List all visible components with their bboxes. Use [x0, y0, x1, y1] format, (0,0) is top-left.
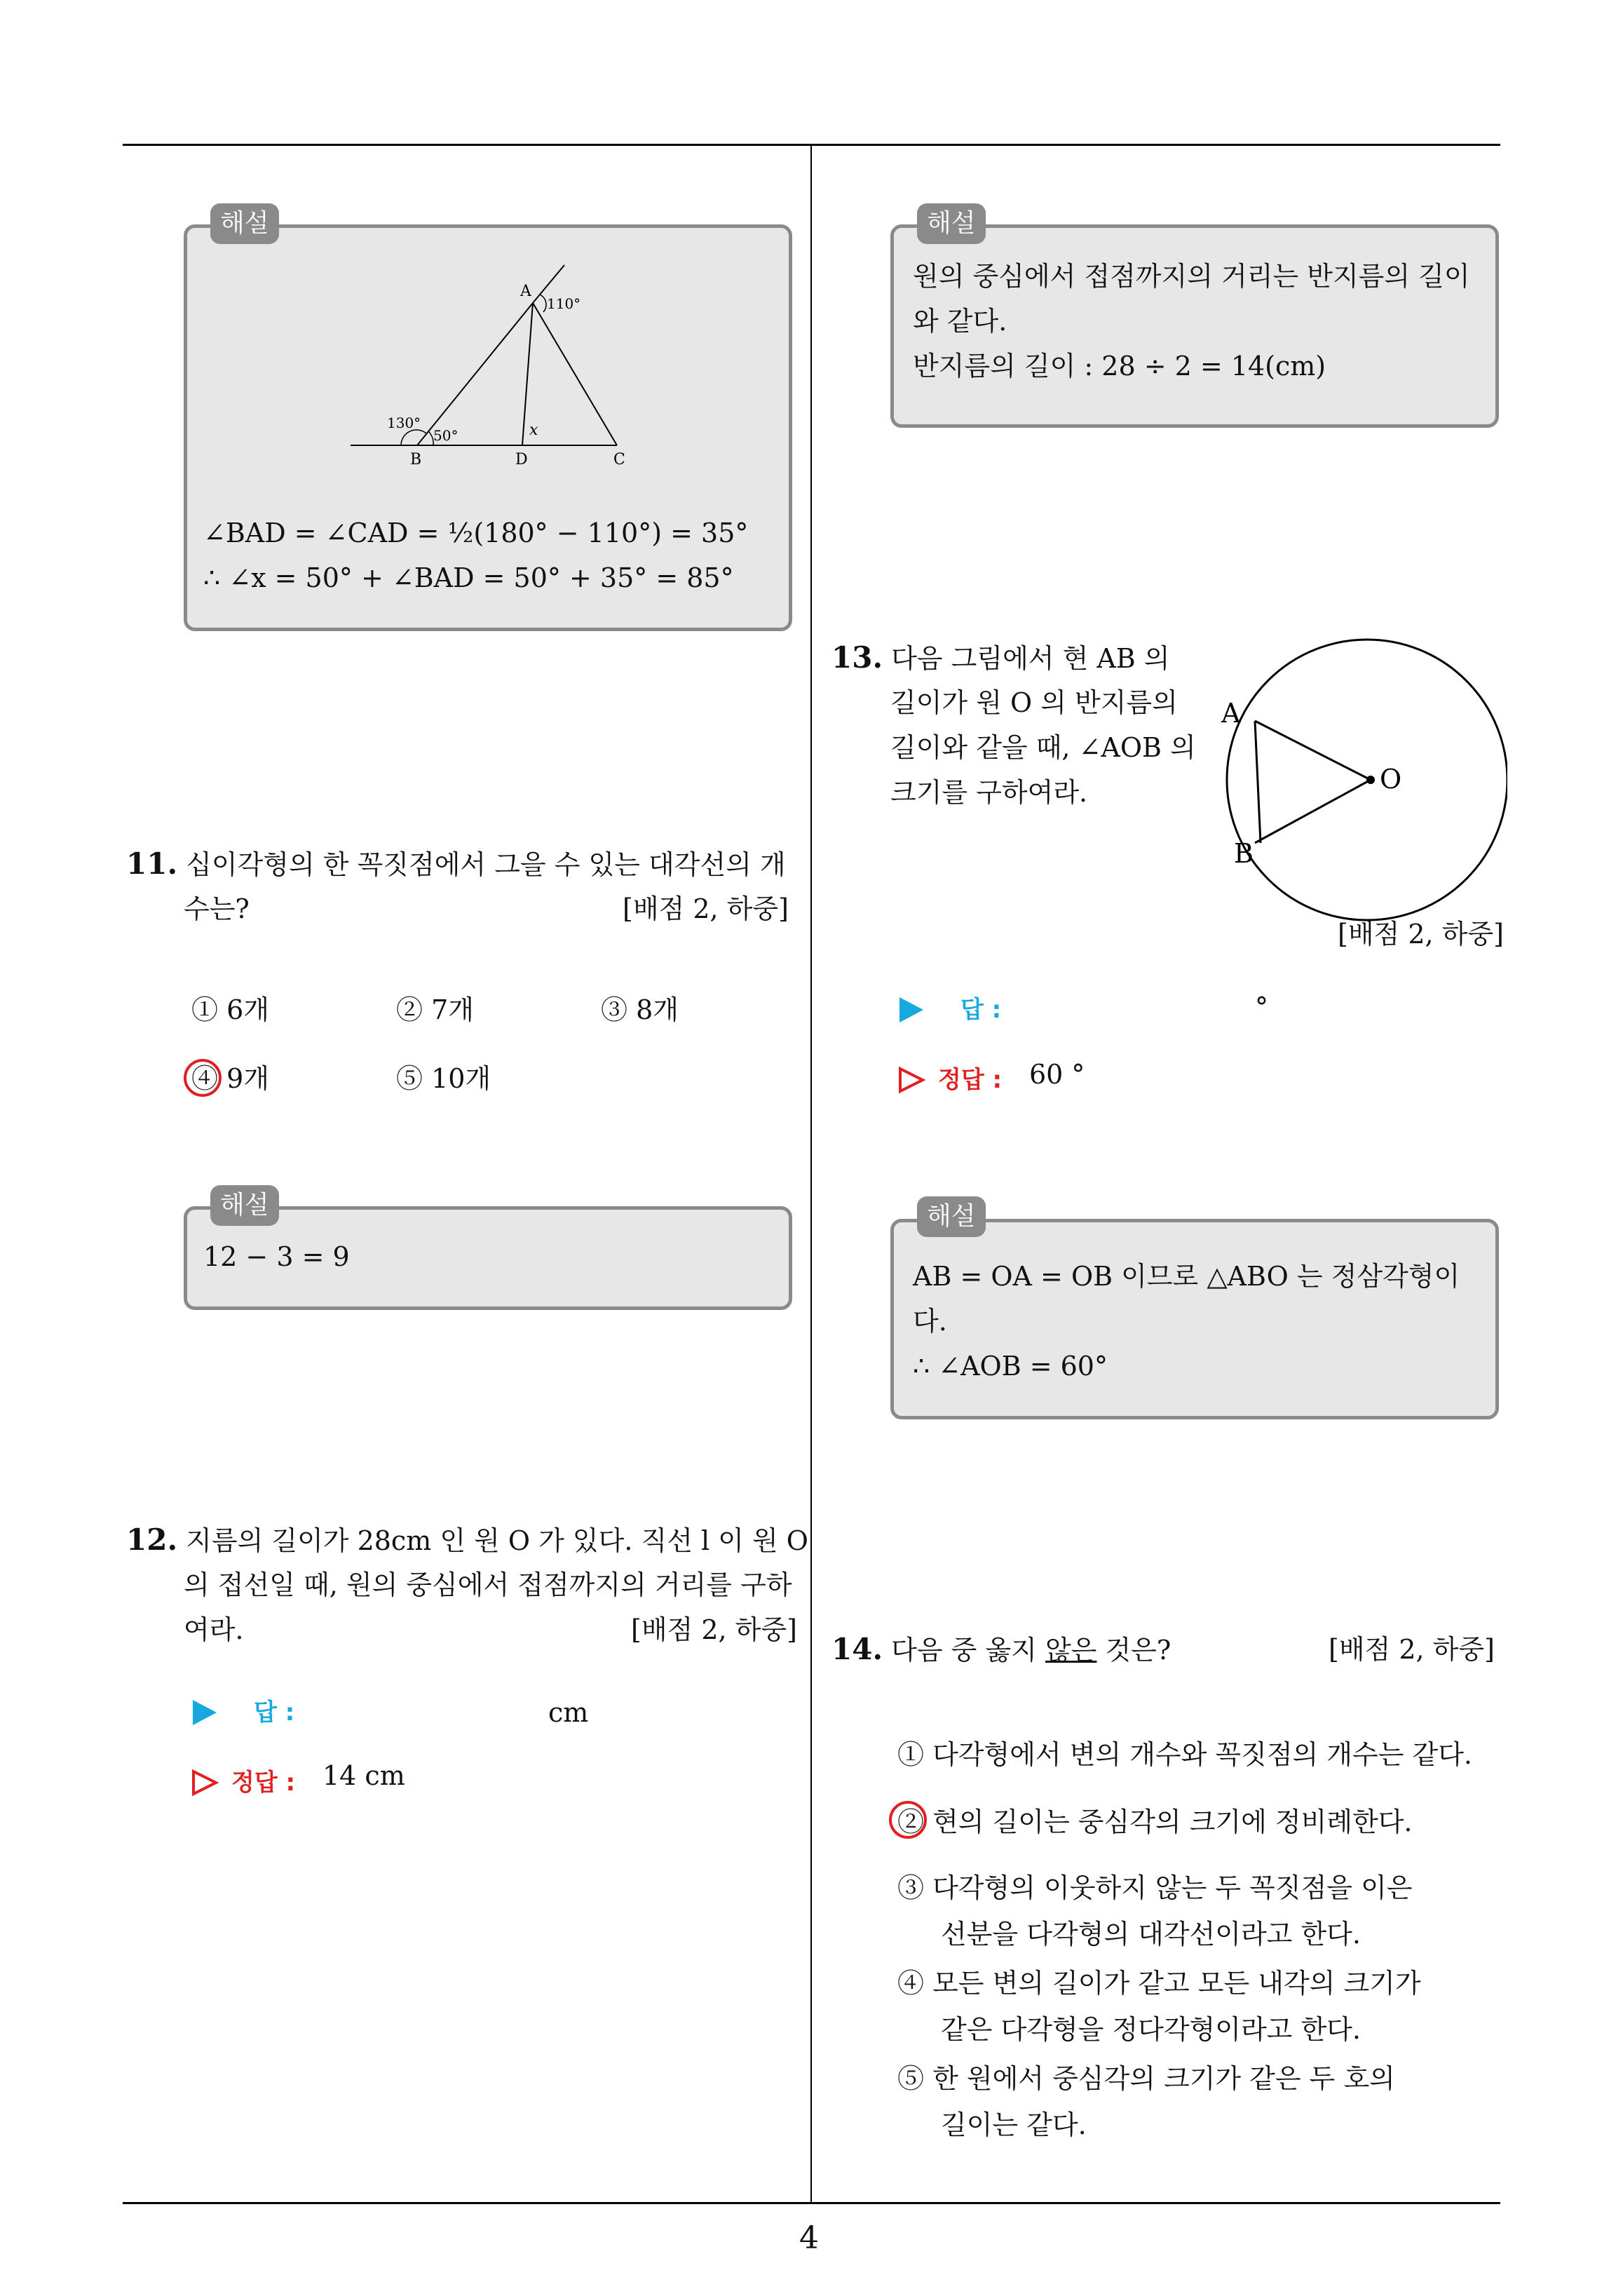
q11-text-line2: 수는?	[184, 893, 250, 924]
q14-choice-2[interactable]: ② 현의 길이는 중심각의 크기에 정비례한다.	[897, 1807, 1413, 1837]
fig-label-B: B	[410, 451, 422, 468]
fig-label-angle-B-ext: 130°	[387, 414, 421, 431]
q14-choice-3-line1[interactable]: ③ 다각형의 이웃하지 않는 두 꼭짓점을 이은	[897, 1872, 1413, 1903]
q14-score: [배점 2, 하중]	[1329, 1634, 1495, 1665]
q12-solution-tag: 해설	[917, 203, 986, 244]
q10-solution-line2: ∴ ∠x = 50° + ∠BAD = 50° + 35° = 85°	[203, 562, 734, 593]
q11-choice-2[interactable]: ② 7개	[396, 994, 474, 1025]
q13-solution-line3: ∴ ∠AOB = 60°	[913, 1351, 1108, 1382]
q14-question	[831, 1627, 1171, 1673]
q13-answer-label: 답 :	[960, 996, 1002, 1024]
q14-text-underlined: 않은	[1045, 1635, 1097, 1666]
column-divider	[810, 144, 812, 2203]
q14-correct-mark	[889, 1801, 927, 1839]
q12-answer-unit: cm	[548, 1697, 589, 1728]
q11-correct-mark	[184, 1059, 222, 1097]
q13-number: 13.	[831, 640, 883, 675]
q14-choice-4-line2: 같은 다각형을 정다각형이라고 한다.	[941, 2014, 1361, 2045]
q10-solution-line1: ∠BAD = ∠CAD = ½(180° − 110°) = 35°	[203, 518, 749, 548]
fig-label-angle-B: 50°	[433, 427, 459, 444]
fig-label-D: D	[515, 451, 528, 468]
q13-circle-figure	[1213, 631, 1507, 933]
q13-label-B: B	[1234, 838, 1254, 869]
fig-label-A: A	[520, 283, 531, 300]
q12-text-line3: 여라.	[184, 1614, 244, 1645]
q14-choice-3-line2: 선분을 다각형의 대각선이라고 한다.	[941, 1919, 1361, 1950]
q11-score: [배점 2, 하중]	[623, 893, 789, 924]
q11-solution-text: 12 − 3 = 9	[203, 1241, 350, 1272]
q13-text-line4: 크기를 구하여라.	[890, 777, 1088, 808]
q11-choice-3[interactable]: ③ 8개	[601, 994, 679, 1025]
q12-score: [배점 2, 하중]	[631, 1614, 797, 1645]
q14-text-post: 것은?	[1096, 1635, 1172, 1666]
q13-correct-label: 정답 :	[938, 1066, 1003, 1094]
q11-number: 11.	[126, 846, 178, 881]
q13-text-line1: 다음 그림에서 현 AB 의	[891, 643, 1170, 674]
q14-number: 14.	[831, 1632, 883, 1666]
q11-text-line1: 십이각형의 한 꼭짓점에서 그을 수 있는 대각선의 개	[186, 849, 786, 880]
q11-choice-4[interactable]: ④ 9개	[191, 1063, 269, 1094]
q12-text-line1: 지름의 길이가 28cm 인 원 O 가 있다. 직선 l 이 원 O	[186, 1525, 808, 1556]
fig-label-C: C	[613, 451, 625, 468]
q13-answer-field[interactable]	[1038, 994, 1248, 1029]
q14-choice-5-line1[interactable]: ⑤ 한 원에서 중심각의 크기가 같은 두 호의	[897, 2063, 1395, 2094]
q13-correct-value: 60 °	[1029, 1059, 1085, 1090]
q12-number: 12.	[126, 1522, 178, 1557]
q12-correct-value: 14 cm	[322, 1760, 405, 1791]
q13-text-line2: 길이가 원 O 의 반지름의	[890, 687, 1178, 718]
q13-label-O: O	[1380, 764, 1402, 795]
q13-text-line3: 길이와 같을 때, ∠AOB 의	[890, 732, 1196, 763]
q12-text-line2: 의 접선일 때, 원의 중심에서 접점까지의 거리를 구하	[184, 1569, 792, 1600]
q10-solution-tag: 해설	[210, 203, 279, 244]
q12-correct-label: 정답 :	[231, 1769, 296, 1797]
q11-choice-1[interactable]: ① 6개	[191, 994, 269, 1025]
q13-answer-arrow	[899, 997, 923, 1022]
q14-choice-4-line1[interactable]: ④ 모든 변의 길이가 같고 모든 내각의 크기가	[897, 1968, 1421, 1999]
q13-correct-arrow	[897, 1066, 925, 1094]
q13-solution-tag: 해설	[917, 1196, 986, 1237]
page-number: 4	[799, 2220, 819, 2256]
q13-question	[831, 635, 1170, 681]
fig-label-x: x	[529, 421, 538, 439]
q14-choice-5-line2: 길이는 같다.	[941, 2109, 1087, 2140]
q13-solution-line2: 다.	[913, 1306, 947, 1337]
q14-text-pre: 다음 중 옳지	[891, 1635, 1045, 1666]
q12-answer-arrow	[193, 1700, 217, 1725]
q11-choice-5[interactable]: ⑤ 10개	[396, 1063, 491, 1094]
q12-question	[126, 1518, 808, 1563]
q14-choice-1[interactable]: ① 다각형에서 변의 개수와 꼭짓점의 개수는 같다.	[897, 1739, 1473, 1770]
q12-correct-arrow	[191, 1769, 219, 1797]
fig-label-angle-A: 110°	[547, 295, 581, 312]
q13-solution-line1: AB = OA = OB 이므로 △ABO 는 정삼각형이	[913, 1261, 1460, 1292]
q12-answer-field[interactable]	[330, 1697, 540, 1732]
q11-question	[126, 842, 786, 887]
q12-answer-label: 답 :	[254, 1699, 295, 1727]
q12-solution-line3: 반지름의 길이 : 28 ÷ 2 = 14(cm)	[913, 351, 1326, 381]
q11-solution-tag: 해설	[210, 1185, 279, 1226]
q13-label-A: A	[1221, 698, 1241, 729]
q13-solution-box	[890, 1219, 1499, 1419]
q13-score: [배점 2, 하중]	[1338, 919, 1504, 950]
q12-solution-line2: 와 같다.	[913, 306, 1007, 337]
bottom-rule	[123, 2202, 1500, 2204]
q12-solution-line1: 원의 중심에서 접점까지의 거리는 반지름의 길이	[913, 261, 1470, 292]
q10-triangle-figure	[337, 259, 631, 470]
q13-answer-unit: °	[1255, 992, 1268, 1022]
